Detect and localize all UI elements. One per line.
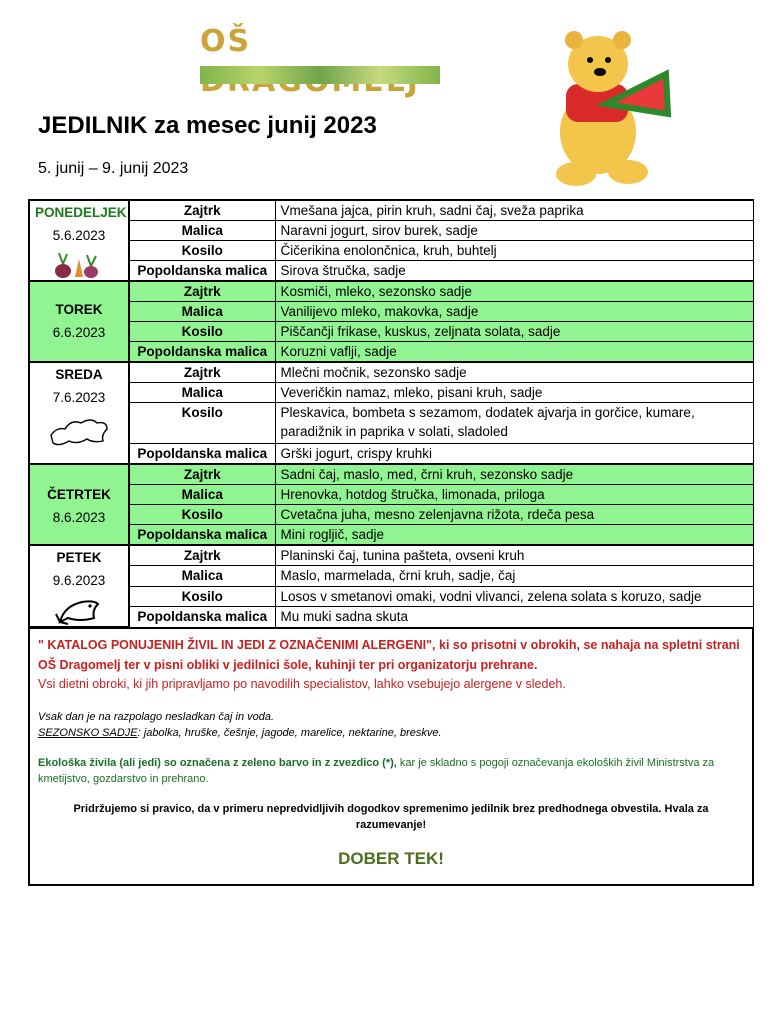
meal-label: Kosilo xyxy=(129,586,275,606)
reservation-notice: Pridržujemo si pravico, da v primeru nepredvidljivih dogodkov spremenimo jedilnik brez predhodnega obvestila. Hvala za razumevanje! xyxy=(73,803,709,831)
meal-food: Kosmiči, mleko, sezonsko sadje xyxy=(275,281,754,302)
tea-and-fruit-notice xyxy=(30,691,752,741)
seasonal-fruit-notice xyxy=(38,725,744,741)
eco-notice-rest: kar je skladno s pogoji označevanja ekoloških živil Ministrstva za kmetijstvo, gozdarstvo in prehrano. xyxy=(38,757,715,785)
meal-food: Pleskavica, bombeta s sezamom, dodatek ajvarja in gorčice, kumare, paradižnik in paprika v solati, sladoled xyxy=(275,403,754,444)
table-row xyxy=(29,221,754,241)
day-name: ČETRTEK xyxy=(47,487,111,502)
meal-food: Naravni jogurt, sirov burek, sadje xyxy=(275,221,754,241)
table-row xyxy=(29,383,754,403)
meal-food: Mini rogljič, sadje xyxy=(275,525,754,546)
meal-label: Zajtrk xyxy=(129,464,275,485)
eco-notice xyxy=(30,741,752,787)
tea-notice: Vsak dan je na razpolago nesladkan čaj in voda. xyxy=(38,711,275,723)
meal-food: Sirova štručka, sadje xyxy=(275,261,754,282)
day-name: SREDA xyxy=(55,367,103,382)
day-date: 8.6.2023 xyxy=(52,510,106,525)
meal-label: Popoldanska malica xyxy=(129,261,275,282)
menu-table xyxy=(28,199,754,628)
meal-food: Mu muki sadna skuta xyxy=(275,607,754,627)
meal-food: Grški jogurt, crispy kruhki xyxy=(275,444,754,465)
meal-food: Piščančji frikase, kuskus, zeljnata solata, sadje xyxy=(275,322,754,342)
day-cell-thursday xyxy=(29,464,129,545)
school-logo xyxy=(200,22,440,84)
notes-box xyxy=(28,627,754,886)
table-row xyxy=(29,261,754,282)
meal-food: Sadni čaj, maslo, med, črni kruh, sezonsko sadje xyxy=(275,464,754,485)
meal-food: Veveričkin namaz, mleko, pisani kruh, sadje xyxy=(275,383,754,403)
winnie-the-pooh-icon xyxy=(536,14,676,194)
table-row xyxy=(29,586,754,606)
table-row xyxy=(29,566,754,586)
meal-label: Kosilo xyxy=(129,403,275,444)
meal-label: Zajtrk xyxy=(129,281,275,302)
meal-food: Vanilijevo mleko, makovka, sadje xyxy=(275,302,754,322)
table-row xyxy=(29,505,754,525)
meal-food: Hrenovka, hotdog štručka, limonada, priloga xyxy=(275,485,754,505)
meal-food: Cvetačna juha, mesno zelenjavna rižota, rdeča pesa xyxy=(275,505,754,525)
table-row xyxy=(29,444,754,465)
slovenia-map-icon xyxy=(47,413,111,449)
meal-label: Zajtrk xyxy=(129,362,275,383)
table-row xyxy=(29,281,754,302)
day-cell-monday xyxy=(29,200,129,281)
day-name: TOREK xyxy=(55,302,103,317)
day-date: 7.6.2023 xyxy=(52,390,106,405)
table-row xyxy=(29,322,754,342)
table-row xyxy=(29,525,754,546)
date-range: 5. junij – 9. junij 2023 xyxy=(38,160,189,177)
vegetables-icon xyxy=(49,251,109,279)
meal-label: Malica xyxy=(129,383,275,403)
meal-food: Planinski čaj, tunina pašteta, ovseni kruh xyxy=(275,545,754,566)
day-cell-friday xyxy=(29,545,129,627)
meal-food: Čičerikina enolončnica, kruh, buhtelj xyxy=(275,241,754,261)
table-row xyxy=(29,403,754,444)
table-row xyxy=(29,485,754,505)
meal-label: Popoldanska malica xyxy=(129,444,275,465)
meal-food: Mlečni močnik, sezonsko sadje xyxy=(275,362,754,383)
meal-food: Maslo, marmelada, črni kruh, sadje, čaj xyxy=(275,566,754,586)
day-name: PETEK xyxy=(56,550,102,565)
table-row xyxy=(29,302,754,322)
day-date: 9.6.2023 xyxy=(52,573,106,588)
meal-label: Malica xyxy=(129,566,275,586)
table-row xyxy=(29,607,754,627)
meal-label: Malica xyxy=(129,302,275,322)
diet-notice: Vsi dietni obroki, ki jih pripravljamo po navodilih specialistov, lahko vsebujejo alergene v sledeh. xyxy=(38,677,566,691)
meal-food: Vmešana jajca, pirin kruh, sadni čaj, sveža paprika xyxy=(275,200,754,221)
meal-food: Koruzni vaflji, sadje xyxy=(275,342,754,363)
page-title: JEDILNIK za mesec junij 2023 xyxy=(38,112,377,139)
meal-label: Malica xyxy=(129,485,275,505)
table-row xyxy=(29,464,754,485)
table-row xyxy=(29,342,754,363)
day-date: 6.6.2023 xyxy=(52,325,106,340)
meal-label: Zajtrk xyxy=(129,545,275,566)
meal-label: Kosilo xyxy=(129,241,275,261)
meal-food: Losos v smetanovi omaki, vodni vlivanci, zelena solata s koruzo, sadje xyxy=(275,586,754,606)
meal-label: Kosilo xyxy=(129,505,275,525)
meal-label: Malica xyxy=(129,221,275,241)
meal-label: Zajtrk xyxy=(129,200,275,221)
table-row xyxy=(29,545,754,566)
day-date: 5.6.2023 xyxy=(52,228,106,243)
meal-label: Popoldanska malica xyxy=(129,607,275,627)
day-name: PONEDELJEK xyxy=(35,205,127,220)
school-logo-grass xyxy=(200,66,440,84)
day-cell-wednesday xyxy=(29,362,129,464)
meal-label: Kosilo xyxy=(129,322,275,342)
bon-appetit: DOBER TEK! xyxy=(338,849,444,868)
school-logo-text: OŠ xyxy=(200,24,252,59)
meal-label: Popoldanska malica xyxy=(129,525,275,546)
eco-notice-bold: Ekološka živila (ali jedi) so označena z zeleno barvo in z zvezdico (*), xyxy=(38,757,397,769)
seasonal-list: : jabolka, hruške, češnje, jagode, marelice, nektarine, breskve. xyxy=(137,727,442,739)
allergen-notice: " KATALOG PONUJENIH ŽIVIL IN JEDI Z OZNAČENIMI ALERGENI", ki so prisotni v obrokih, se nahaja na spletni strani OŠ Dragomelj ter v pisni obliki v jedilnici šole, kuhinji ter pri organizatorju prehrane. xyxy=(38,638,740,672)
seasonal-label: SEZONSKO SADJE xyxy=(38,727,138,739)
table-row xyxy=(29,200,754,221)
table-row xyxy=(29,362,754,383)
fish-icon xyxy=(54,596,104,626)
meal-label: Popoldanska malica xyxy=(129,342,275,363)
table-row xyxy=(29,241,754,261)
day-cell-tuesday xyxy=(29,281,129,362)
